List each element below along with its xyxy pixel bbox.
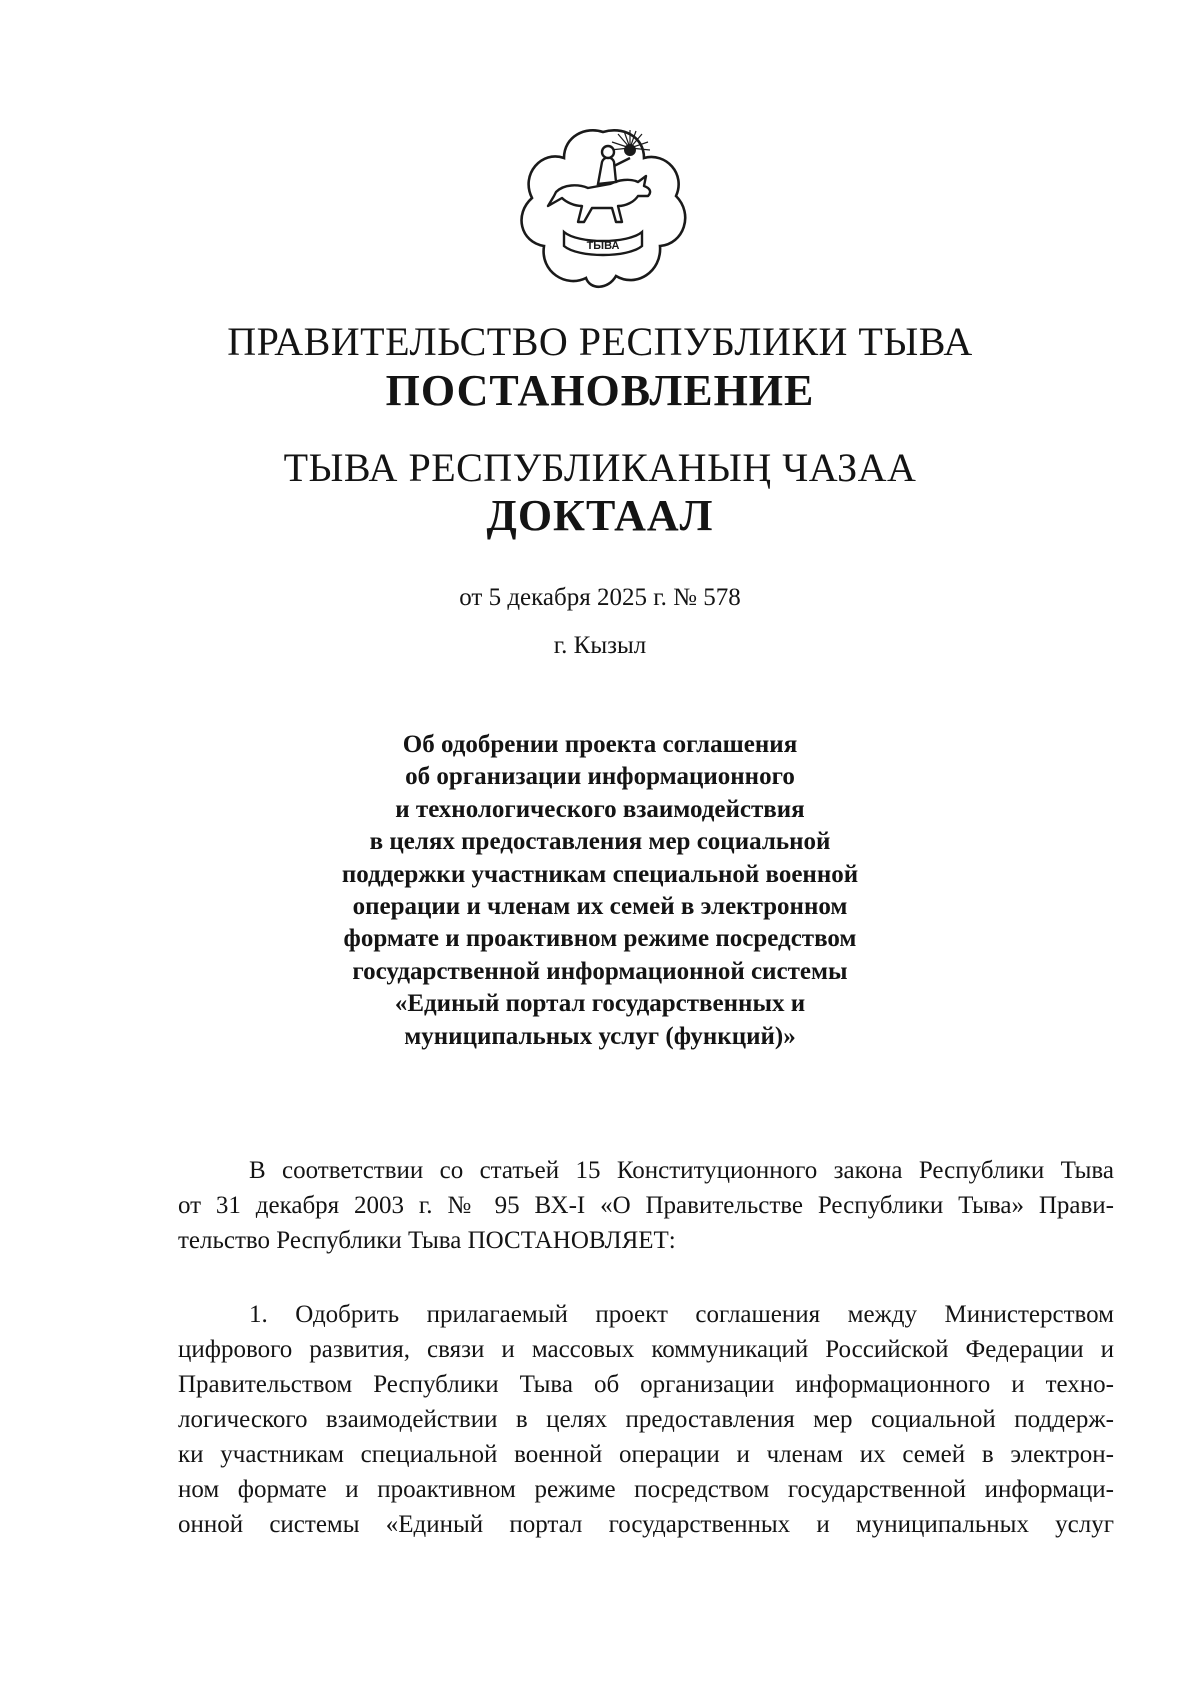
item-1-paragraph xyxy=(178,1297,1114,1542)
paragraph-line: онной системы «Единый портал государственных и муниципальных услуг xyxy=(178,1511,1114,1538)
paragraph-line: Правительством Республики Тыва об организации информационного и техно- xyxy=(178,1371,1114,1398)
subject-line: «Единый портал государственных и xyxy=(394,990,806,1018)
subject-line: операции и членам их семей в электронном xyxy=(352,893,848,921)
emblem-graphic xyxy=(518,122,688,292)
government-title-ru: ПРАВИТЕЛЬСТВО РЕСПУБЛИКИ ТЫВА xyxy=(227,319,973,364)
subject-line: об организации информационного xyxy=(405,763,795,791)
decree-title-ru: ПОСТАНОВЛЕНИЕ xyxy=(385,366,815,415)
subject-line: Об одобрении проекта соглашения xyxy=(402,731,798,758)
subject-line: поддержки участникам специальной военной xyxy=(341,860,859,888)
subject-line: и технологического взаимодействия xyxy=(395,795,805,823)
decree-date-number: от 5 декабря 2025 г. № 578 xyxy=(459,584,741,611)
decree-subject xyxy=(300,729,900,1053)
subject-line: государственной информационной системы xyxy=(352,957,848,985)
paragraph-line: логического взаимодействии в целях предоставления мер социальной поддерж- xyxy=(178,1406,1114,1433)
paragraph-line: 1. Одобрить прилагаемый проект соглашения между Министерством xyxy=(249,1301,1114,1328)
emblem-ribbon-text: ТЫВА xyxy=(586,240,620,252)
paragraph-line: цифрового развития, связи и массовых коммуникаций Российской Федерации и xyxy=(178,1336,1114,1363)
paragraph-line: от 31 декабря 2003 г. № 95 ВХ-I «О Правительстве Республики Тыва» Прави- xyxy=(178,1192,1114,1219)
paragraph-line: В соответствии со статьей 15 Конституционного закона Республики Тыва xyxy=(249,1157,1114,1184)
paragraph-line: ки участникам специальной военной операции и членам их семей в электрон- xyxy=(178,1441,1114,1468)
paragraph-line: ном формате и проактивном режиме посредством государственной информаци- xyxy=(178,1476,1114,1503)
coat-of-arms-icon xyxy=(518,122,688,292)
decree-city: г. Кызыл xyxy=(553,632,647,659)
paragraph-line: тельство Республики Тыва ПОСТАНОВЛЯЕТ: xyxy=(178,1227,676,1254)
subject-line: формате и проактивном режиме посредством xyxy=(343,925,857,953)
subject-line: в целях предоставления мер социальной xyxy=(369,828,831,856)
government-title-tyv: ТЫВА РЕСПУБЛИКАНЫҢ ЧАЗАА xyxy=(283,445,917,490)
preamble-paragraph xyxy=(178,1153,1114,1258)
decree-title-tyv: ДОКТААЛ xyxy=(486,491,714,540)
subject-line: муниципальных услуг (функций)» xyxy=(404,1022,796,1050)
